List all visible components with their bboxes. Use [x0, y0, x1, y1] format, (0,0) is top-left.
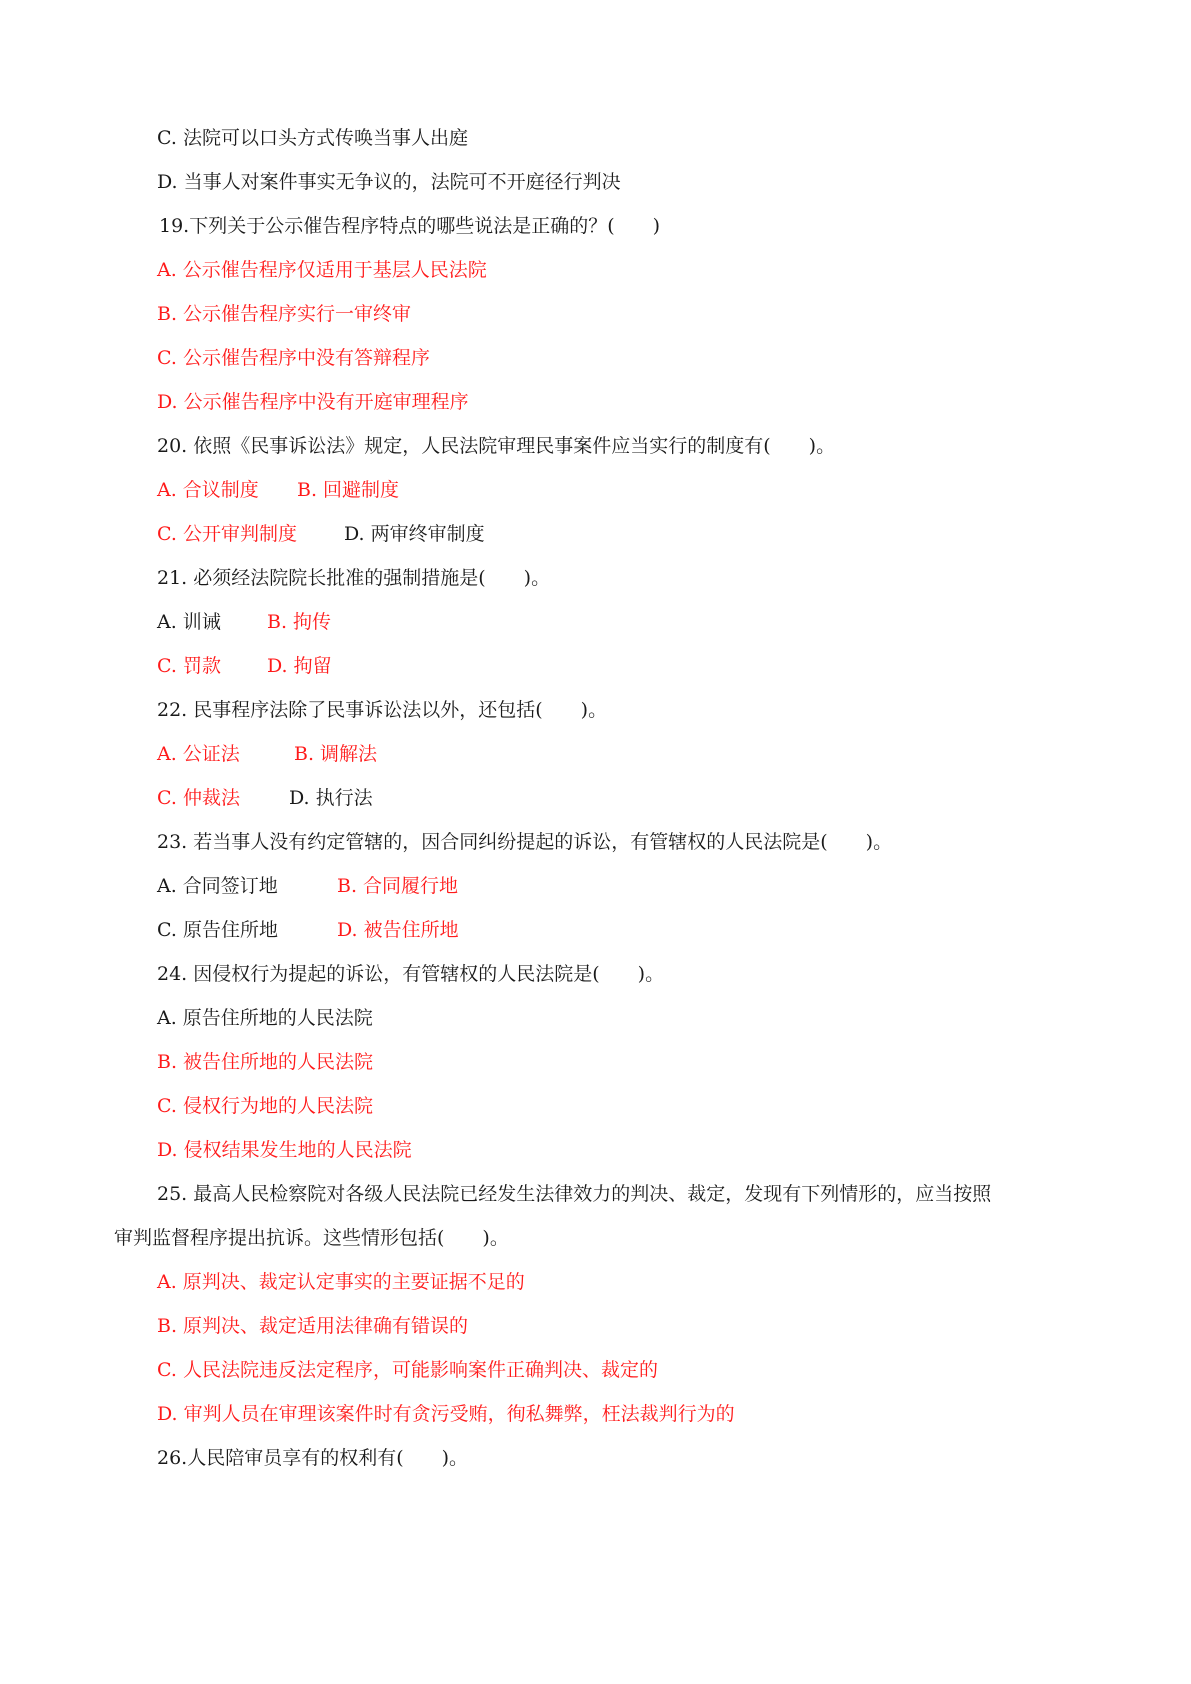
question-text: 21. 必须经法院院长批准的强制措施是( )。 — [157, 567, 551, 589]
question-21 — [157, 563, 550, 593]
option-d: D. 拘留 — [267, 655, 332, 677]
option-b: B. 调解法 — [294, 743, 378, 765]
question-22 — [157, 695, 607, 725]
question-text: 25. 最高人民检察院对各级人民法院已经发生法律效力的判决、裁定，发现有下列情形的，应当按照 — [157, 1183, 992, 1205]
question-text: 24. 因侵权行为提起的诉讼，有管辖权的人民法院是( )。 — [157, 963, 665, 985]
option-line-red — [157, 1399, 735, 1429]
option-d: D. 两审终审制度 — [344, 523, 485, 545]
line-text: A. 公示催告程序仅适用于基层人民法院 — [157, 259, 487, 281]
option-pair — [157, 651, 332, 681]
line-text: B. 被告住所地的人民法院 — [157, 1051, 374, 1073]
question-19 — [159, 211, 660, 241]
option-line-red — [157, 1311, 468, 1341]
option-d: D. 被告住所地 — [337, 919, 459, 941]
option-c: C. 罚款 — [157, 655, 221, 677]
line-text: C. 人民法院违反法定程序，可能影响案件正确判决、裁定的 — [157, 1359, 658, 1381]
question-text: 20. 依照《民事诉讼法》规定，人民法院审理民事案件应当实行的制度有( )。 — [157, 435, 836, 457]
question-text: 26.人民陪审员享有的权利有( )。 — [157, 1447, 469, 1469]
option-line-red — [157, 1047, 373, 1077]
line-text: B. 原判决、裁定适用法律确有错误的 — [157, 1315, 469, 1337]
line-text: D. 公示催告程序中没有开庭审理程序 — [157, 391, 469, 413]
option-line-red — [157, 387, 469, 417]
question-26 — [157, 1443, 468, 1473]
option-a: A. 合议制度 — [157, 479, 259, 501]
option-line-red — [157, 1355, 658, 1385]
option-a: A. 训诫 — [157, 611, 221, 633]
option-pair — [157, 783, 373, 813]
option-pair — [157, 607, 331, 637]
option-pair — [157, 871, 458, 901]
option-b: B. 拘传 — [267, 611, 332, 633]
option-line-red — [157, 299, 411, 329]
option-line-red — [157, 1267, 525, 1297]
question-text: 审判监督程序提出抗诉。这些情形包括( )。 — [114, 1227, 509, 1249]
question-text: 23. 若当事人没有约定管辖的，因合同纠纷提起的诉讼，有管辖权的人民法院是( )。 — [157, 831, 893, 853]
question-text: 22. 民事程序法除了民事诉讼法以外，还包括( )。 — [157, 699, 608, 721]
option-line-red — [157, 343, 430, 373]
line-text: D. 当事人对案件事实无争议的，法院可不开庭径行判决 — [157, 171, 621, 193]
option-b: B. 回避制度 — [297, 479, 400, 501]
option-c: C. 原告住所地 — [157, 919, 278, 941]
question-20 — [157, 431, 835, 461]
option-pair — [157, 739, 377, 769]
line-text: C. 法院可以口头方式传唤当事人出庭 — [157, 127, 468, 149]
question-25 — [157, 1179, 991, 1209]
question-25-continued — [114, 1223, 509, 1253]
option-pair — [157, 519, 485, 549]
line-text: A. 原判决、裁定认定事实的主要证据不足的 — [157, 1271, 525, 1293]
option-line-red — [157, 123, 468, 153]
option-a: A. 公证法 — [157, 743, 240, 765]
question-23 — [157, 827, 892, 857]
option-a: A. 合同签订地 — [157, 875, 278, 897]
line-text: A. 原告住所地的人民法院 — [157, 1007, 373, 1029]
question-text: 19.下列关于公示催告程序特点的哪些说法是正确的？( ) — [159, 215, 661, 237]
line-text: C. 侵权行为地的人民法院 — [157, 1095, 373, 1117]
option-pair — [157, 475, 399, 505]
line-text: D. 审判人员在审理该案件时有贪污受贿，徇私舞弊，枉法裁判行为的 — [157, 1403, 735, 1425]
option-b: B. 合同履行地 — [337, 875, 459, 897]
option-c: C. 公开审判制度 — [157, 523, 297, 545]
option-line-red — [157, 1091, 373, 1121]
line-text: B. 公示催告程序实行一审终审 — [157, 303, 412, 325]
question-24 — [157, 959, 664, 989]
option-pair — [157, 915, 459, 945]
option-line-red — [157, 1135, 412, 1165]
option-line — [157, 1003, 373, 1033]
option-line — [157, 167, 621, 197]
option-c: C. 仲裁法 — [157, 787, 240, 809]
line-text: C. 公示催告程序中没有答辩程序 — [157, 347, 430, 369]
option-line-red — [157, 255, 487, 285]
line-text: D. 侵权结果发生地的人民法院 — [157, 1139, 412, 1161]
option-d: D. 执行法 — [289, 787, 373, 809]
